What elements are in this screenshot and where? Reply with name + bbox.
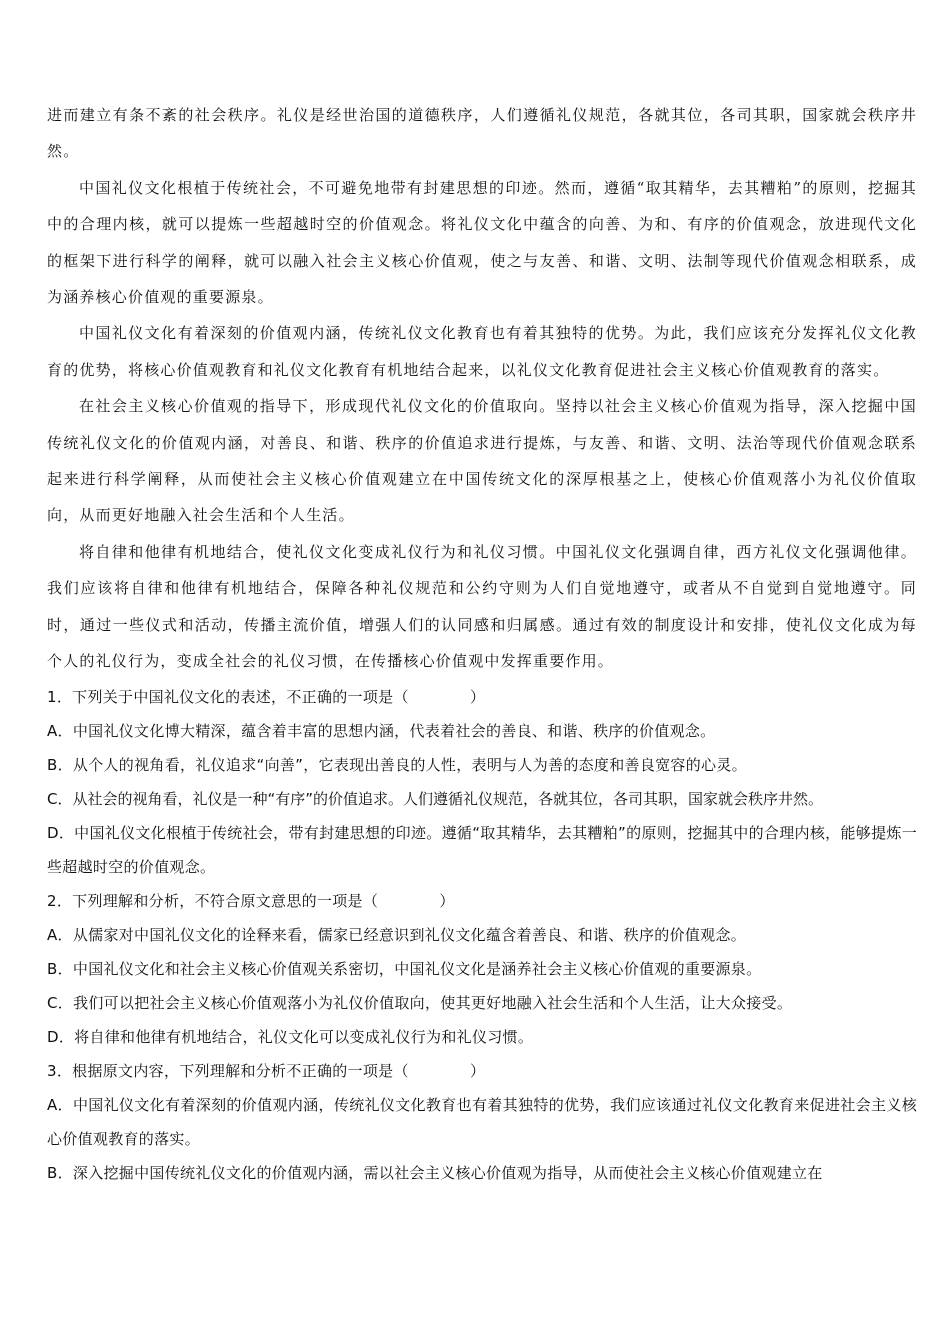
option-b: B．深入挖掘中国传统礼仪文化的价值观内涵，需以社会主义核心价值观为指导，从而使社会主义核心价值观建立在 xyxy=(47,1163,823,1182)
question-1 xyxy=(47,680,917,884)
passage-paragraph-4: 将自律和他律有机地结合，使礼仪文化变成礼仪行为和礼仪习惯。中国礼仪文化强调自律，西方礼仪文化强调他律。我们应该将自律和他律有机地结合，保障各种礼仪规范和公约守则为人们自觉地遵守，或者从不自觉到自觉地遵守。同时，通过一些仪式和活动，传播主流价值，增强人们的认同感和归属感。通过有效的制度设计和安排，使礼仪文化成为每个人的礼仪行为，变成全社会的礼仪习惯，在传播核心价值观中发挥重要作用。 xyxy=(47,542,917,671)
passage-paragraph-1: 中国礼仪文化根植于传统社会，不可避免地带有封建思想的印迹。然而，遵循“取其精华，去其糟粕”的原则，挖掘其中的合理内核，就可以提炼一些超越时空的价值观念。将礼仪文化中蕴含的向善、为和、有序的价值观念，放进现代文化的框架下进行科学的阐释，就可以融入社会主义核心价值观，使之与友善、和谐、文明、法制等现代价值观念相联系，成为涵养核心价值观的重要源泉。 xyxy=(47,178,917,307)
option-b: B．从个人的视角看，礼仪追求“向善”，它表现出善良的人性，表明与人为善的态度和善良宽容的心灵。 xyxy=(47,755,747,774)
option-d: D．中国礼仪文化根植于传统社会，带有封建思想的印迹。遵循“取其精华，去其糟粕”的原则，挖掘其中的合理内核，能够提炼一些超越时空的价值观念。 xyxy=(47,823,917,876)
option-b: B．中国礼仪文化和社会主义核心价值观关系密切，中国礼仪文化是涵养社会主义核心价值观的重要源泉。 xyxy=(47,959,762,978)
passage-paragraph-2: 中国礼仪文化有着深刻的价值观内涵，传统礼仪文化教育也有着其独特的优势。为此，我们应该充分发挥礼仪文化教育的优势，将核心价值观教育和礼仪文化教育有机地结合起来，以礼仪文化教育促进社会主义核心价值观教育的落实。 xyxy=(47,324,917,379)
document-page xyxy=(47,97,917,1190)
question-3 xyxy=(47,1054,917,1190)
option-d: D．将自律和他律有机地结合，礼仪文化可以变成礼仪行为和礼仪习惯。 xyxy=(47,1027,534,1046)
option-c: C．从社会的视角看，礼仪是一种“有序”的价值追求。人们遵循礼仪规范，各就其位，各司其职，国家就会秩序井然。 xyxy=(47,789,824,808)
option-a: A．中国礼仪文化博大精深，蕴含着丰富的思想内涵，代表着社会的善良、和谐、秩序的价值观念。 xyxy=(47,721,716,740)
option-a: A．中国礼仪文化有着深刻的价值观内涵，传统礼仪文化教育也有着其独特的优势，我们应该通过礼仪文化教育来促进社会主义核心价值观教育的落实。 xyxy=(47,1095,917,1148)
question-stem: 2．下列理解和分析，不符合原文意思的一项是（ ） xyxy=(47,891,455,910)
option-a: A．从儒家对中国礼仪文化的诠释来看，儒家已经意识到礼仪文化蕴含着善良、和谐、秩序的价值观念。 xyxy=(47,925,747,944)
question-stem: 1．下列关于中国礼仪文化的表述，不正确的一项是（ ） xyxy=(47,687,486,706)
option-c: C．我们可以把社会主义核心价值观落小为礼仪价值取向，使其更好地融入社会生活和个人生活，让大众接受。 xyxy=(47,993,793,1012)
passage-paragraph-3: 在社会主义核心价值观的指导下，形成现代礼仪文化的价值取向。坚持以社会主义核心价值观为指导，深入挖掘中国传统礼仪文化的价值观内涵，对善良、和谐、秩序的价值追求进行提炼，与友善、和谐、文明、法治等现代价值观念联系起来进行科学阐释，从而使社会主义核心价值观建立在中国传统文化的深厚根基之上，使核心价值观落小为礼仪价值取向，从而更好地融入社会生活和个人生活。 xyxy=(47,397,917,525)
question-stem: 3．根据原文内容，下列理解和分析不正确的一项是（ ） xyxy=(47,1061,486,1080)
question-2 xyxy=(47,884,917,1054)
passage-paragraph-0: 进而建立有条不紊的社会秩序。礼仪是经世治国的道德秩序，人们遵循礼仪规范，各就其位，各司其职，国家就会秩序井然。 xyxy=(47,106,917,161)
